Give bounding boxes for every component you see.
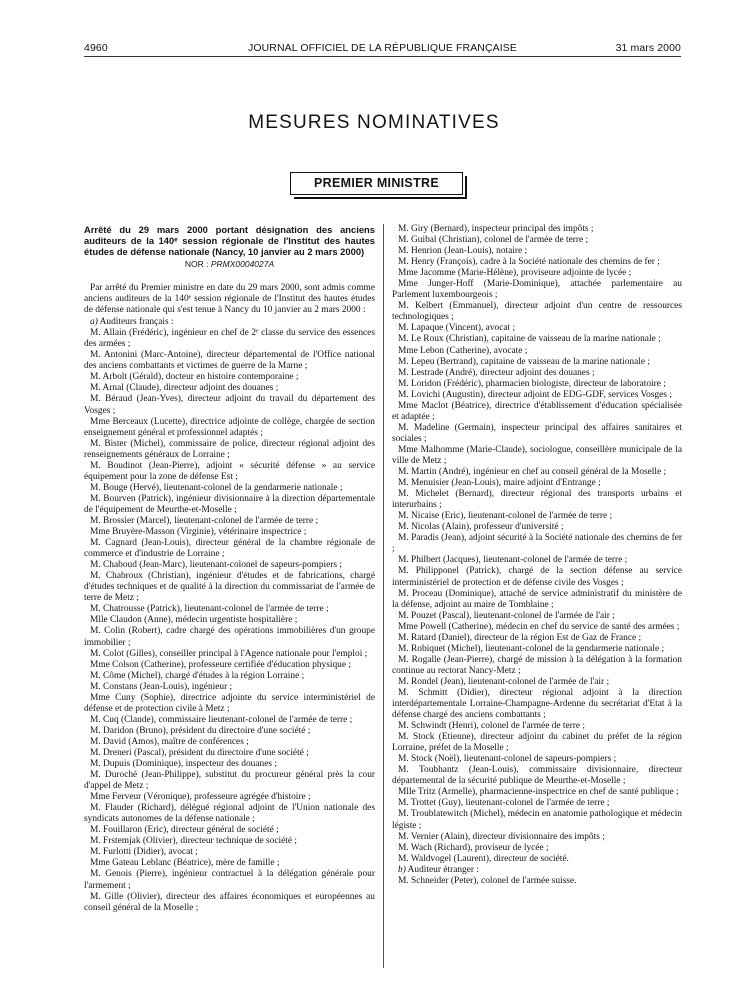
list-item: M. Lestrade (André), directeur adjoint des douanes ;: [398, 367, 595, 378]
list-item: Mme Bruyère-Masson (Virginie), vétérinaire inspectrice ;: [90, 527, 307, 538]
list-item: M. Fouillaron (Eric), directeur général de société ;: [90, 825, 279, 836]
list-item: M. Philbert (Jacques), lieutenant-colonel de l'armée de terre ;: [398, 555, 628, 566]
left-column: [84, 224, 375, 914]
list-item: M. Nicolas (Alain), professeur d'université ;: [398, 522, 564, 533]
list-item: M. Chabroux (Christian), ingénieur d'études et de fabrications, chargé d'études techniques et de qualité à la direction du commissariat de l'armée de terre de Metz ;: [84, 571, 375, 604]
list-item: M. Arnal (Claude), directeur adjoint des douanes ;: [90, 383, 279, 394]
section-a-marker: a): [90, 317, 98, 328]
list-item: M. Daridon (Bruno), président du directoire d'une société ;: [90, 725, 311, 736]
list-item: M. David (Amos), maître de conférences ;: [90, 736, 249, 747]
list-item: M. Chatrousse (Patrick), lieutenant-colonel de l'armée de terre ;: [90, 604, 329, 615]
list-item: Mlle Tritz (Armelle), pharmacienne-inspectrice en chef de santé publique ;: [398, 787, 679, 798]
list-item: M. Henrion (Jean-Louis), notaire ;: [398, 246, 528, 257]
list-item: M. Bouge (Hervé), lieutenant-colonel de la gendarmerie nationale ;: [90, 482, 343, 493]
left-entries: [84, 328, 375, 913]
list-item: M. Giry (Bernard), inspecteur principal des impôts ;: [398, 224, 594, 234]
list-item: M. Flauder (Richard), délégué régional adjoint de l'Union nationale des syndicats autonomes de la défense nationale ;: [84, 803, 375, 825]
list-item: M. Stock (Noël), lieutenant-colonel de sapeurs-pompiers ;: [398, 754, 617, 765]
header-rule: [84, 56, 681, 57]
section-b-heading: [392, 865, 682, 876]
list-item: M. Kelbert (Emmanuel), directeur adjoint d'un centre de ressources technologiques ;: [392, 301, 682, 323]
list-item: M. Trottet (Guy), lieutenant-colonel de l'armée de terre ;: [398, 798, 610, 809]
section-a-heading: [84, 317, 375, 328]
list-item: M. Genois (Pierre), ingénieur contractuel à la délégation générale pour l'armement ;: [84, 869, 375, 891]
list-item: M. Dupuis (Dominique), inspecteur des douanes ;: [90, 759, 277, 770]
page-number: 4960: [84, 42, 108, 54]
list-item: Mme Colson (Catherine), professeure certifiée d'éducation physique ;: [90, 659, 351, 670]
list-item: M. Wach (Richard), proviseur de lycée ;: [398, 842, 549, 853]
nor-reference: [84, 259, 375, 270]
list-item: Mme Maclot (Béatrice), directrice d'établissement d'éducation spécialisée et adaptée ;: [392, 400, 682, 422]
section-box: [290, 172, 467, 196]
list-item: M. Bourven (Patrick), ingénieur divisionnaire à la direction départementale de l'équipement de Meurthe-et-Moselle ;: [84, 493, 375, 515]
list-item: Mme Lebon (Catherine), avocate ;: [398, 345, 528, 356]
list-item: M. Arbolt (Gérald), docteur en histoire contemporaine ;: [90, 372, 299, 383]
list-item: M. Nicaise (Eric), lieutenant-colonel de l'armée de terre ;: [398, 511, 613, 522]
list-item: Mme Cuny (Sophie), directrice adjointe du service interministériel de défense et de protection civile à Metz ;: [84, 692, 375, 714]
list-item: M. Bister (Michel), commissaire de police, directeur régional adjoint des renseignements généraux de Lorraine ;: [84, 438, 375, 460]
list-item: M. Dreneri (Pascal), président du directoire d'une société ;: [90, 747, 309, 758]
list-item: M. Cagnard (Jean-Louis), directeur général de la chambre régionale de commerce et d'industrie de Lorraine ;: [84, 538, 375, 560]
list-item: Mme Berceaux (Lucette), directrice adjointe de collège, chargée de section enseignement général et professionnel adaptés ;: [84, 416, 375, 438]
list-item: M. Boudinot (Jean-Pierre), adjoint « sécurité défense » au service équipement pour la zone de défense Est ;: [84, 460, 375, 482]
list-item: Mme Powell (Catherine), médecin en chef du service de santé des armées ;: [398, 621, 680, 632]
section-b-label: Auditeur étranger :: [407, 864, 479, 875]
list-item: M. Antonini (Marc-Antoine), directeur départemental de l'Office national des anciens combattants et victimes de guerre de la Marne ;: [84, 350, 375, 372]
list-item: M. Vernier (Alain), directeur divisionnaire des impôts ;: [398, 831, 605, 842]
article-intro: Par arrêté du Premier ministre en date du 29 mars 2000, sont admis comme anciens auditeurs de la 140ᵉ session régionale de l'Institut des hautes études de défense nationale qui s'est tenue à Nancy du 10 janvier au 2 mars 2000 :: [84, 283, 375, 316]
list-item: M. Toubhantz (Jean-Louis), commissaire divisionnaire, directeur départemental de la sécurité publique de Meurthe-et-Moselle ;: [392, 765, 682, 787]
list-item: M. Menuisier (Jean-Louis), maire adjoint d'Entrange ;: [398, 478, 601, 489]
list-item: M. Lapaque (Vincent), avocat ;: [398, 323, 516, 334]
right-column: [392, 224, 682, 887]
list-item: M. Philipponel (Patrick), chargé de la section défense au service interministériel de protection et de défense civile des Vosges ;: [392, 566, 682, 588]
list-item: Mme Jacomme (Marie-Hélène), proviseure adjointe de lycée ;: [398, 268, 632, 279]
list-item: M. Schneider (Peter), colonel de l'armée suisse.: [398, 875, 577, 886]
list-item: M. Furlotti (Didier), avocat ;: [90, 847, 198, 858]
foreign-entries: [392, 876, 682, 887]
list-item: M. Loridon (Frédéric), pharmacien biologiste, directeur de laboratoire ;: [398, 378, 666, 389]
section-a-label: Auditeurs français :: [99, 317, 174, 328]
nor-code: PRMX0004027A: [210, 259, 275, 269]
article-heading: Arrêté du 29 mars 2000 portant désignation des anciens auditeurs de la 140ᵉ session régionale de l'Institut des hautes études de défense nationale (Nancy, 10 janvier au 2 mars 2000): [84, 224, 375, 257]
list-item: M. Stock (Etienne), directeur adjoint du cabinet du préfet de la région Lorraine, préfet de la Moselle ;: [392, 732, 682, 754]
list-item: M. Madeline (Germain), inspecteur principal des affaires sanitaires et sociales ;: [392, 422, 682, 444]
section-b-marker: b): [398, 864, 406, 875]
list-item: M. Martin (André), ingénieur en chef au conseil général de la Moselle ;: [398, 467, 667, 478]
list-item: M. Constans (Jean-Louis), ingénieur ;: [90, 681, 233, 692]
list-item: M. Michelet (Bernard), directeur régional des transports urbains et interurbains ;: [392, 489, 682, 511]
list-item: M. Côme (Michel), chargé d'études à la région Lorraine ;: [90, 670, 305, 681]
list-item: M. Robiquet (Michel), lieutenant-colonel de la gendarmerie nationale ;: [398, 643, 665, 654]
list-item: M. Colin (Robert), cadre chargé des opérations immobilières d'un groupe immobilier ;: [84, 626, 375, 648]
list-item: M. Lepeu (Bertrand), capitaine de vaisseau de la marine nationale ;: [398, 356, 650, 367]
list-item: M. Brossier (Marcel), lieutenant-colonel de l'armée de terre ;: [90, 515, 319, 526]
list-item: M. Paradis (Jean), adjoint sécurité à la Société nationale des chemins de fer ;: [392, 533, 682, 555]
page-title: MESURES NOMINATIVES: [248, 112, 500, 133]
list-item: M. Proceau (Dominique), attaché de service administratif du ministère de la défense, adjoint au maire de Tomblaine ;: [392, 588, 682, 610]
list-item: M. Duroché (Jean-Philippe), substitut du procureur général près la cour d'appel de Metz ;: [84, 770, 375, 792]
list-item: M. Guibal (Christian), colonel de l'armée de terre ;: [398, 235, 589, 246]
running-header: [84, 42, 681, 56]
list-item: Mlle Claudon (Anne), médecin urgentiste hospitalière ;: [90, 615, 298, 626]
list-item: M. Waldvogel (Laurent), directeur de société.: [398, 853, 569, 864]
list-item: M. Lovichi (Augustin), directeur adjoint de EDG-GDF, services Vosges ;: [398, 389, 672, 400]
list-item: M. Rogalle (Jean-Pierre), chargé de mission à la délégation à la formation continue au rectorat Nancy-Metz ;: [392, 654, 682, 676]
list-item: Mme Ferveur (Véronique), professeure agrégée d'histoire ;: [90, 792, 311, 803]
issue-date: 31 mars 2000: [615, 42, 681, 54]
list-item: M. Gille (Olivier), directeur des affaires économiques et européennes au conseil général de la Moselle ;: [84, 891, 375, 913]
list-item: M. Cuq (Claude), commissaire lieutenant-colonel de l'armée de terre ;: [90, 714, 353, 725]
list-item: Mme Gateau Leblanc (Béatrice), mère de famille ;: [90, 858, 280, 869]
list-item: M. Allain (Frédéric), ingénieur en chef de 2ᵉ classe du service des essences des armées ;: [84, 328, 375, 350]
list-item: M. Béraud (Jean-Yves), directeur adjoint du travail du département des Vosges ;: [84, 394, 375, 416]
list-item: M. Schwindt (Henri), colonel de l'armée de terre ;: [398, 721, 586, 732]
list-item: Mme Malhomme (Marie-Claude), sociologue, conseillère municipale de la ville de Metz ;: [392, 444, 682, 466]
list-item: M. Le Roux (Christian), capitaine de vaisseau de la marine nationale ;: [398, 334, 661, 345]
list-item: M. Troublatewitch (Michel), médecin en anatomie pathologique et médecin légiste ;: [392, 809, 682, 831]
list-item: M. Ratard (Daniel), directeur de la région Est de Gaz de France ;: [398, 632, 642, 643]
column-divider: [383, 224, 384, 968]
list-item: Mme Junger-Hoff (Marie-Dominique), attachée parlementaire au Parlement luxembourgeois ;: [392, 279, 682, 301]
journal-title: JOURNAL OFFICIEL DE LA RÉPUBLIQUE FRANÇAISE: [248, 42, 517, 54]
list-item: M. Schmitt (Didier), directeur régional adjoint à la direction interdépartementale Lorraine-Champagne-Ardenne du secrétariat d'Etat à la défense chargé des anciens combattants ;: [392, 687, 682, 721]
list-item: M. Pouzet (Pascal), lieutenant-colonel de l'armée de l'air ;: [398, 610, 615, 621]
section-box-label: PREMIER MINISTRE: [290, 172, 463, 195]
list-item: M. Colot (Gilles), conseiller principal à l'Agence nationale pour l'emploi ;: [90, 648, 368, 659]
list-item: M. Rondel (Jean), lieutenant-colonel de l'armée de l'air ;: [398, 676, 610, 687]
list-item: M. Frstemjak (Olivier), directeur technique de société ;: [90, 836, 297, 847]
right-entries: [392, 224, 682, 865]
list-item: M. Henry (François), cadre à la Société nationale des chemins de fer ;: [398, 257, 660, 268]
nor-label: NOR :: [184, 259, 209, 269]
list-item: M. Chaboud (Jean-Marc), lieutenant-colonel de sapeurs-pompiers ;: [90, 560, 343, 571]
